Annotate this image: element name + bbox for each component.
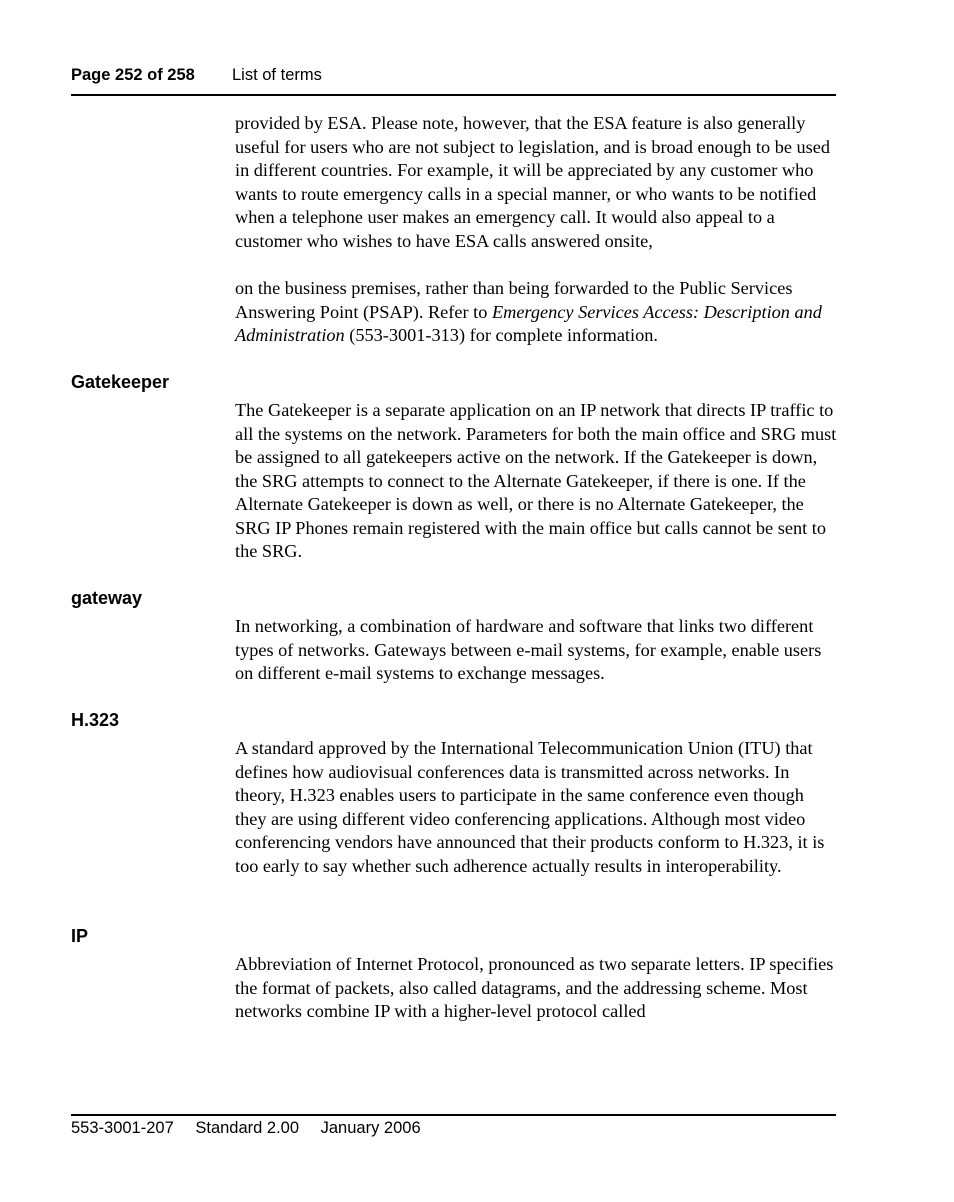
term-ip: IP bbox=[71, 926, 89, 946]
esa-paragraph-1: provided by ESA. Please note, however, that the ESA feature is also generally useful for users who are not subject to legislation, and is broad enough to be used in different countries. For example, it will be appreciated by any customer who wants to route emergency calls in a special manner, or who wants to be notified when a telephone user makes an emergency call. It would also appeal to a customer who wishes to have ESA calls answered onsite, bbox=[235, 113, 831, 251]
definition-gateway: In networking, a combination of hardware and software that links two different types of networks. Gateways between e-mail systems, for example, enable users on different e-mail systems to exchange messages. bbox=[235, 616, 822, 683]
document-date: January 2006 bbox=[320, 1119, 421, 1137]
document-standard: Standard 2.00 bbox=[195, 1119, 300, 1137]
section-title: List of terms bbox=[232, 66, 322, 84]
document-reference-title: Emergency Services Access: Description and Administration bbox=[235, 301, 822, 345]
esa-paragraph-2-post: (553-3001-313) for complete information. bbox=[344, 325, 658, 345]
page-header bbox=[71, 66, 836, 96]
definition-h323: A standard approved by the International Telecommunication Union (ITU) that defines how audiovisual conferences data is transmitted across networks. In theory, H.323 enables users to participate in the same conference even though they are using different video conferencing applications. Although most video conferencing vendors have announced that their products conform to H.323, it is too early to say whether such adherence actually results in interoperability. bbox=[235, 738, 825, 876]
page-footer bbox=[71, 1114, 836, 1138]
term-h323: H.323 bbox=[71, 710, 120, 730]
esa-paragraph-2 bbox=[235, 277, 839, 348]
esa-paragraph-2-pre: on the business premises, rather than being forwarded to the Public Services Answering Point (PSAP). Refer to bbox=[235, 278, 793, 322]
term-gatekeeper: Gatekeeper bbox=[71, 372, 170, 392]
definition-gatekeeper: The Gatekeeper is a separate application on an IP network that directs IP traffic to all the systems on the network. Parameters for both the main office and SRG must be assigned to all gatekeepers active on the network. If the Gatekeeper is down, the SRG attempts to connect to the Alternate Gatekeeper, if there is one. If the Alternate Gatekeeper is down as well, or there is no Alternate Gatekeeper, the SRG IP Phones remain registered with the main office but calls cannot be sent to the SRG. bbox=[235, 400, 837, 561]
document-number: 553-3001-207 bbox=[71, 1119, 174, 1137]
page-number: Page 252 of 258 bbox=[71, 66, 195, 84]
term-gateway: gateway bbox=[71, 588, 143, 608]
definition-ip: Abbreviation of Internet Protocol, pronounced as two separate letters. IP specifies the format of packets, also called datagrams, and the addressing scheme. Most networks combine IP with a higher-level protocol called bbox=[235, 954, 834, 1021]
